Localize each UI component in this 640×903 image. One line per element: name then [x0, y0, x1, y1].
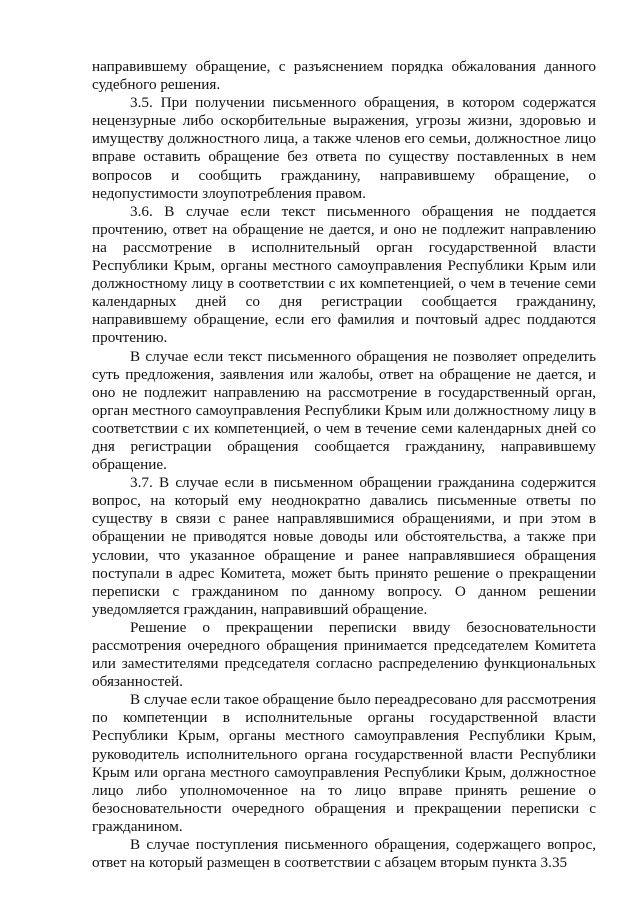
paragraph-3-7: 3.7. В случае если в письменном обращении гражданина содержится вопрос, на который ему неоднократно давались письменные ответы по существу в связи с ранее направлявшимися обращениями, и при этом в обращении не приводятся новые доводы или обстоятельства, а также при условии, что указанное обращение и ранее направлявшиеся обращения поступали в адрес Комитета, может быть принято решение о прекращении переписки с гражданином по данному вопросу. О данном решении уведомляется гражданин, направивший обращение.: [92, 474, 596, 618]
paragraph-3-7-decision: Решение о прекращении переписки ввиду безосновательности рассмотрения очередного обращения принимается председателем Комитета или заместителями председателя согласно распределению функциональных обязанностей.: [92, 618, 596, 691]
paragraph-3-6: 3.6. В случае если текст письменного обращения не поддается прочтению, ответ на обращение не дается, и оно не подлежит направлению на рассмотрение в исполнительный орган государственной власти Республики Крым, органы местного самоуправления Республики Крым или должностному лицу в соответствии с их компетенцией, о чем в течение семи календарных дней со дня регистрации сообщается гражданину, направившему обращение, если его фамилия и почтовый адрес поддаются прочтению.: [92, 202, 596, 347]
document-page: [92, 58, 596, 872]
paragraph-continuation: направившему обращение, с разъяснением порядка обжалования данного судебного решения.: [92, 58, 596, 94]
paragraph-3-5: 3.5. При получении письменного обращения, в котором содержатся нецензурные либо оскорбительные выражения, угрозы жизни, здоровью и имуществу должностного лица, а также членов его семьи, должностное лицо вправе оставить обращение без ответа по существу поставленных в нем вопросов и сообщить гражданину, направившему обращение, о недопустимости злоупотребления правом.: [92, 94, 596, 202]
paragraph-3-7-published-answer: В случае поступления письменного обращения, содержащего вопрос, ответ на который размещен в соответствии с абзацем вторым пункта 3.35: [92, 836, 596, 872]
paragraph-3-7-readdressed: В случае если такое обращение было переадресовано для рассмотрения по компетенции в исполнительные органы государственной власти Республики Крым, органы местного самоуправления Республики Крым, руководитель исполнительного органа государственной власти Республики Крым или органа местного самоуправления Республики Крым, должностное лицо либо уполномоченное на то лицо вправе принять решение о безосновательности очередного обращения и прекращении переписки с гражданином.: [92, 691, 596, 835]
paragraph-3-6-second: В случае если текст письменного обращения не позволяет определить суть предложения, заявления или жалобы, ответ на обращение не дается, и оно не подлежит направлению на рассмотрение в государственный орган, орган местного самоуправления Республики Крым или должностному лицу в соответствии с их компетенцией, о чем в течение семи календарных дней со дня регистрации обращения сообщается гражданину, направившему обращение.: [92, 347, 596, 474]
